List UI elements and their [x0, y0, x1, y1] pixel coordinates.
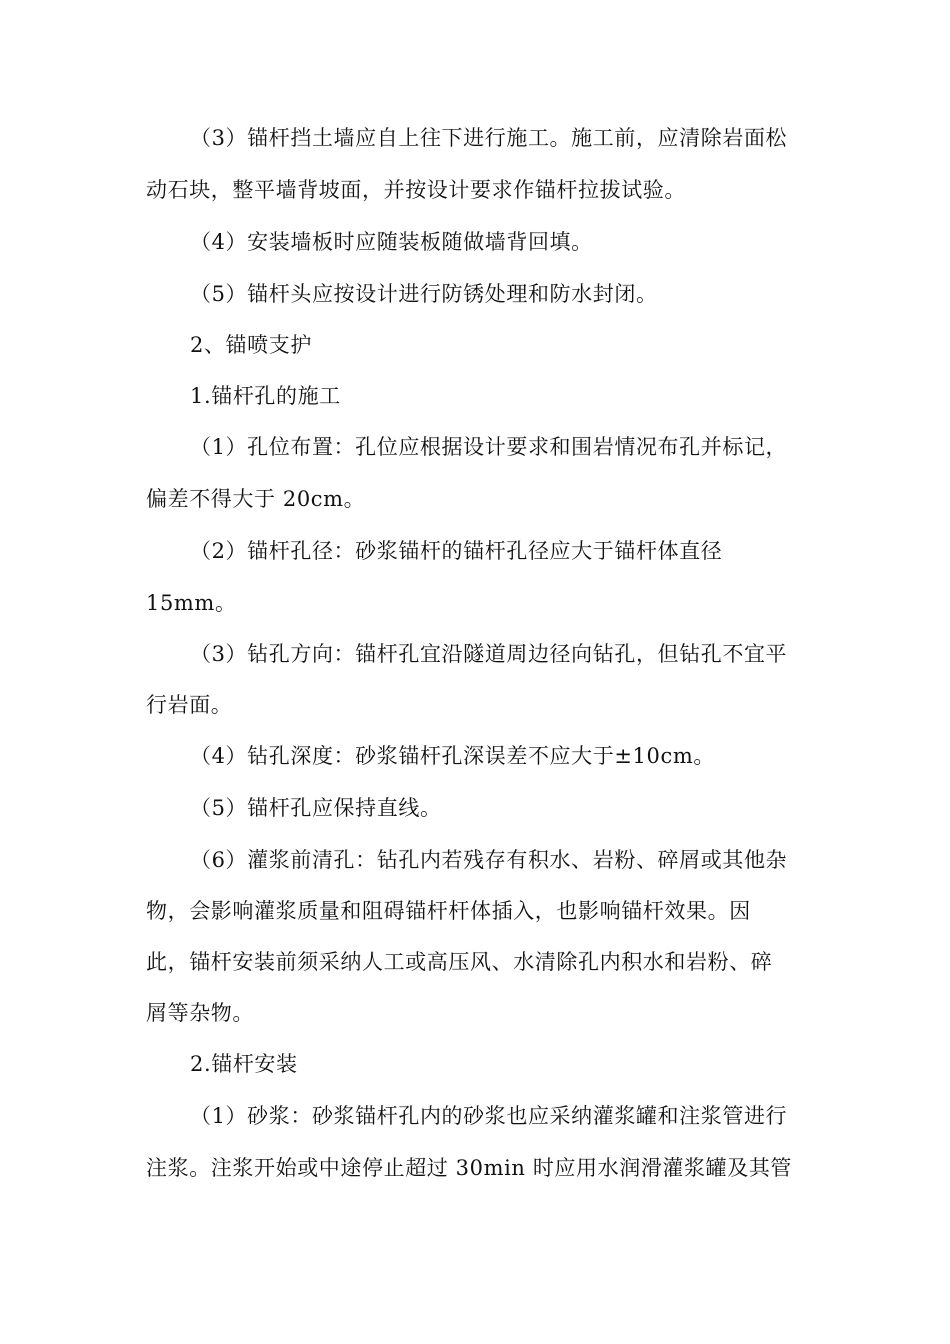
paragraph-line: 此，锚杆安装前须采纳人工或高压风、水清除孔内积水和岩粉、碎: [146, 950, 773, 974]
paragraph-line: （5）锚杆孔应保持直线。: [190, 796, 442, 820]
paragraph-line: （2）锚杆孔径：砂浆锚杆的锚杆孔径应大于锚杆体直径: [190, 539, 723, 563]
paragraph-line: 15mm。: [146, 591, 237, 615]
paragraph-line: （6）灌浆前清孔：钻孔内若残存有积水、岩粉、碎屑或其他杂: [190, 848, 788, 872]
paragraph-line: 动石块，整平墙背坡面，并按设计要求作锚杆拉拔试验。: [146, 178, 686, 202]
paragraph-line: （5）锚杆头应按设计进行防锈处理和防水封闭。: [190, 282, 658, 306]
paragraph-line: （3）钻孔方向：锚杆孔宜沿隧道周边径向钻孔，但钻孔不宜平: [190, 642, 788, 666]
paragraph-line: （3）锚杆挡土墙应自上往下进行施工。施工前，应清除岩面松: [190, 126, 788, 150]
paragraph-line: （4）安装墙板时应随装板随做墙背回填。: [190, 230, 593, 254]
paragraph-line: 屑等杂物。: [146, 1001, 254, 1025]
subsection-heading: 2.锚杆安装: [190, 1052, 298, 1076]
paragraph-line: 物，会影响灌浆质量和阻碍锚杆杆体插入，也影响锚杆效果。因: [146, 899, 751, 923]
paragraph-line: 行岩面。: [146, 693, 233, 717]
paragraph-line: 注浆。注浆开始或中途停止超过 30min 时应用水润滑灌浆罐及其管: [146, 1156, 793, 1180]
section-heading: 2、锚喷支护: [190, 333, 312, 357]
paragraph-line: （1）砂浆：砂浆锚杆孔内的砂浆也应采纳灌浆罐和注浆管进行: [190, 1104, 788, 1128]
paragraph-line: 偏差不得大于 20cm。: [146, 487, 366, 511]
paragraph-line: （1）孔位布置：孔位应根据设计要求和围岩情况布孔并标记，: [190, 435, 788, 459]
paragraph-line: （4）钻孔深度：砂浆锚杆孔深误差不应大于±10cm。: [190, 744, 715, 768]
subsection-heading: 1.锚杆孔的施工: [190, 384, 341, 408]
